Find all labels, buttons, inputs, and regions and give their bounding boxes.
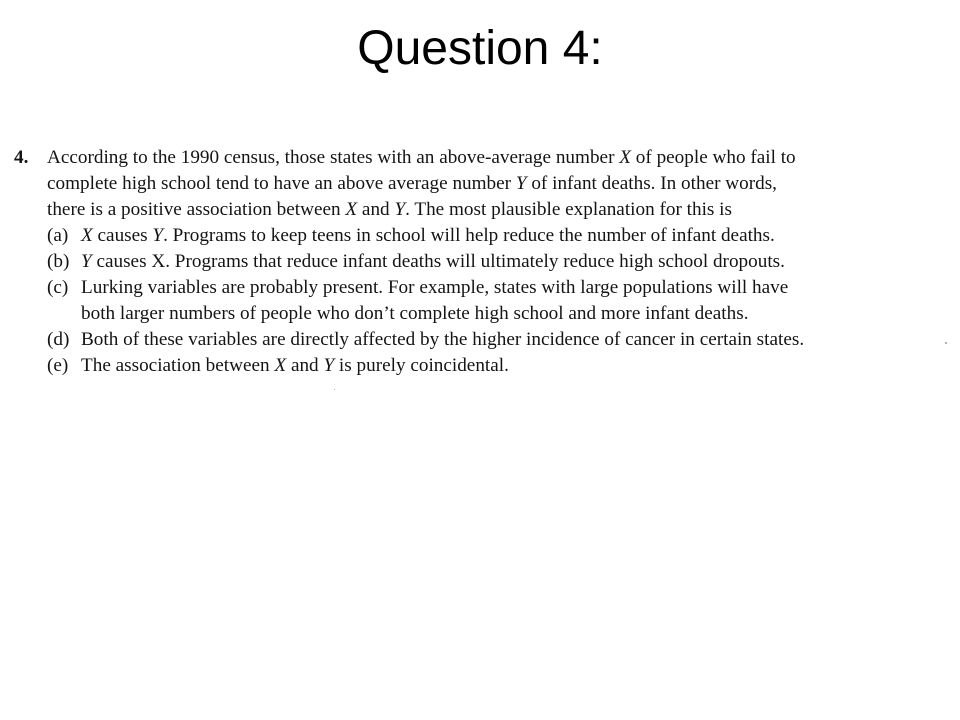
stem-line — [47, 171, 949, 197]
option-text — [81, 223, 949, 249]
option-line — [81, 327, 949, 353]
text-run: and — [357, 199, 395, 220]
text-run: Lurking variables are probably present. For example, states with large populations will have — [81, 277, 789, 298]
text-run: . Programs to keep teens in school will help reduce the number of infant deaths. — [163, 225, 775, 246]
variable-symbol: Y — [152, 225, 164, 246]
option-text — [81, 249, 949, 275]
option-text — [81, 353, 949, 379]
stem-line — [47, 145, 949, 171]
option-letter: (a) — [47, 225, 69, 246]
option-letter: (b) — [47, 251, 70, 272]
text-run: causes — [92, 225, 153, 246]
option-letter: (c) — [47, 277, 69, 298]
variable-symbol: X — [619, 147, 631, 168]
option-text — [81, 275, 949, 327]
option-line — [81, 301, 949, 327]
option-line — [81, 223, 949, 249]
text-run: According to the 1990 census, those states with an above-average number — [47, 147, 620, 168]
question-row — [14, 145, 949, 379]
stem-line — [47, 197, 949, 223]
question-block — [14, 145, 949, 379]
question-stem — [47, 145, 949, 223]
answer-option — [47, 249, 949, 275]
variable-symbol: Y — [394, 199, 406, 220]
variable-symbol: X — [81, 225, 93, 246]
answer-option — [47, 223, 949, 249]
answer-option — [47, 327, 949, 353]
text-run: is purely coincidental. — [334, 355, 509, 376]
option-text — [81, 327, 949, 353]
question-number: 4. — [14, 147, 29, 168]
option-line — [81, 353, 949, 379]
option-letter: (d) — [47, 329, 70, 350]
variable-symbol: Y — [323, 355, 335, 376]
question-body — [47, 145, 949, 379]
answer-options — [47, 223, 949, 379]
option-letter: (e) — [47, 355, 69, 376]
scan-speck — [334, 389, 335, 390]
variable-symbol: Y — [515, 173, 527, 194]
text-run: causes X. Programs that reduce infant deaths will ultimately reduce high school dropouts. — [91, 251, 785, 272]
option-line — [81, 275, 949, 301]
text-run: The association between — [81, 355, 275, 376]
text-run: . The most plausible explanation for this is — [405, 199, 732, 220]
scan-speck — [945, 342, 947, 344]
option-line — [81, 249, 949, 275]
slide-title: Question 4: — [357, 22, 603, 75]
answer-option — [47, 353, 949, 379]
variable-symbol: X — [345, 199, 358, 220]
text-run: complete high school tend to have an above average number — [47, 173, 516, 194]
answer-option — [47, 275, 949, 327]
text-run: there is a positive association between — [47, 199, 346, 220]
text-run: Both of these variables are directly affected by the higher incidence of cancer in certain states. — [81, 329, 805, 350]
text-run: both larger numbers of people who don’t complete high school and more infant deaths. — [81, 303, 749, 324]
text-run: of people who fail to — [631, 147, 796, 168]
variable-symbol: Y — [81, 251, 92, 272]
text-run: and — [286, 355, 324, 376]
variable-symbol: X — [274, 355, 287, 376]
text-run: of infant deaths. In other words, — [526, 173, 777, 194]
